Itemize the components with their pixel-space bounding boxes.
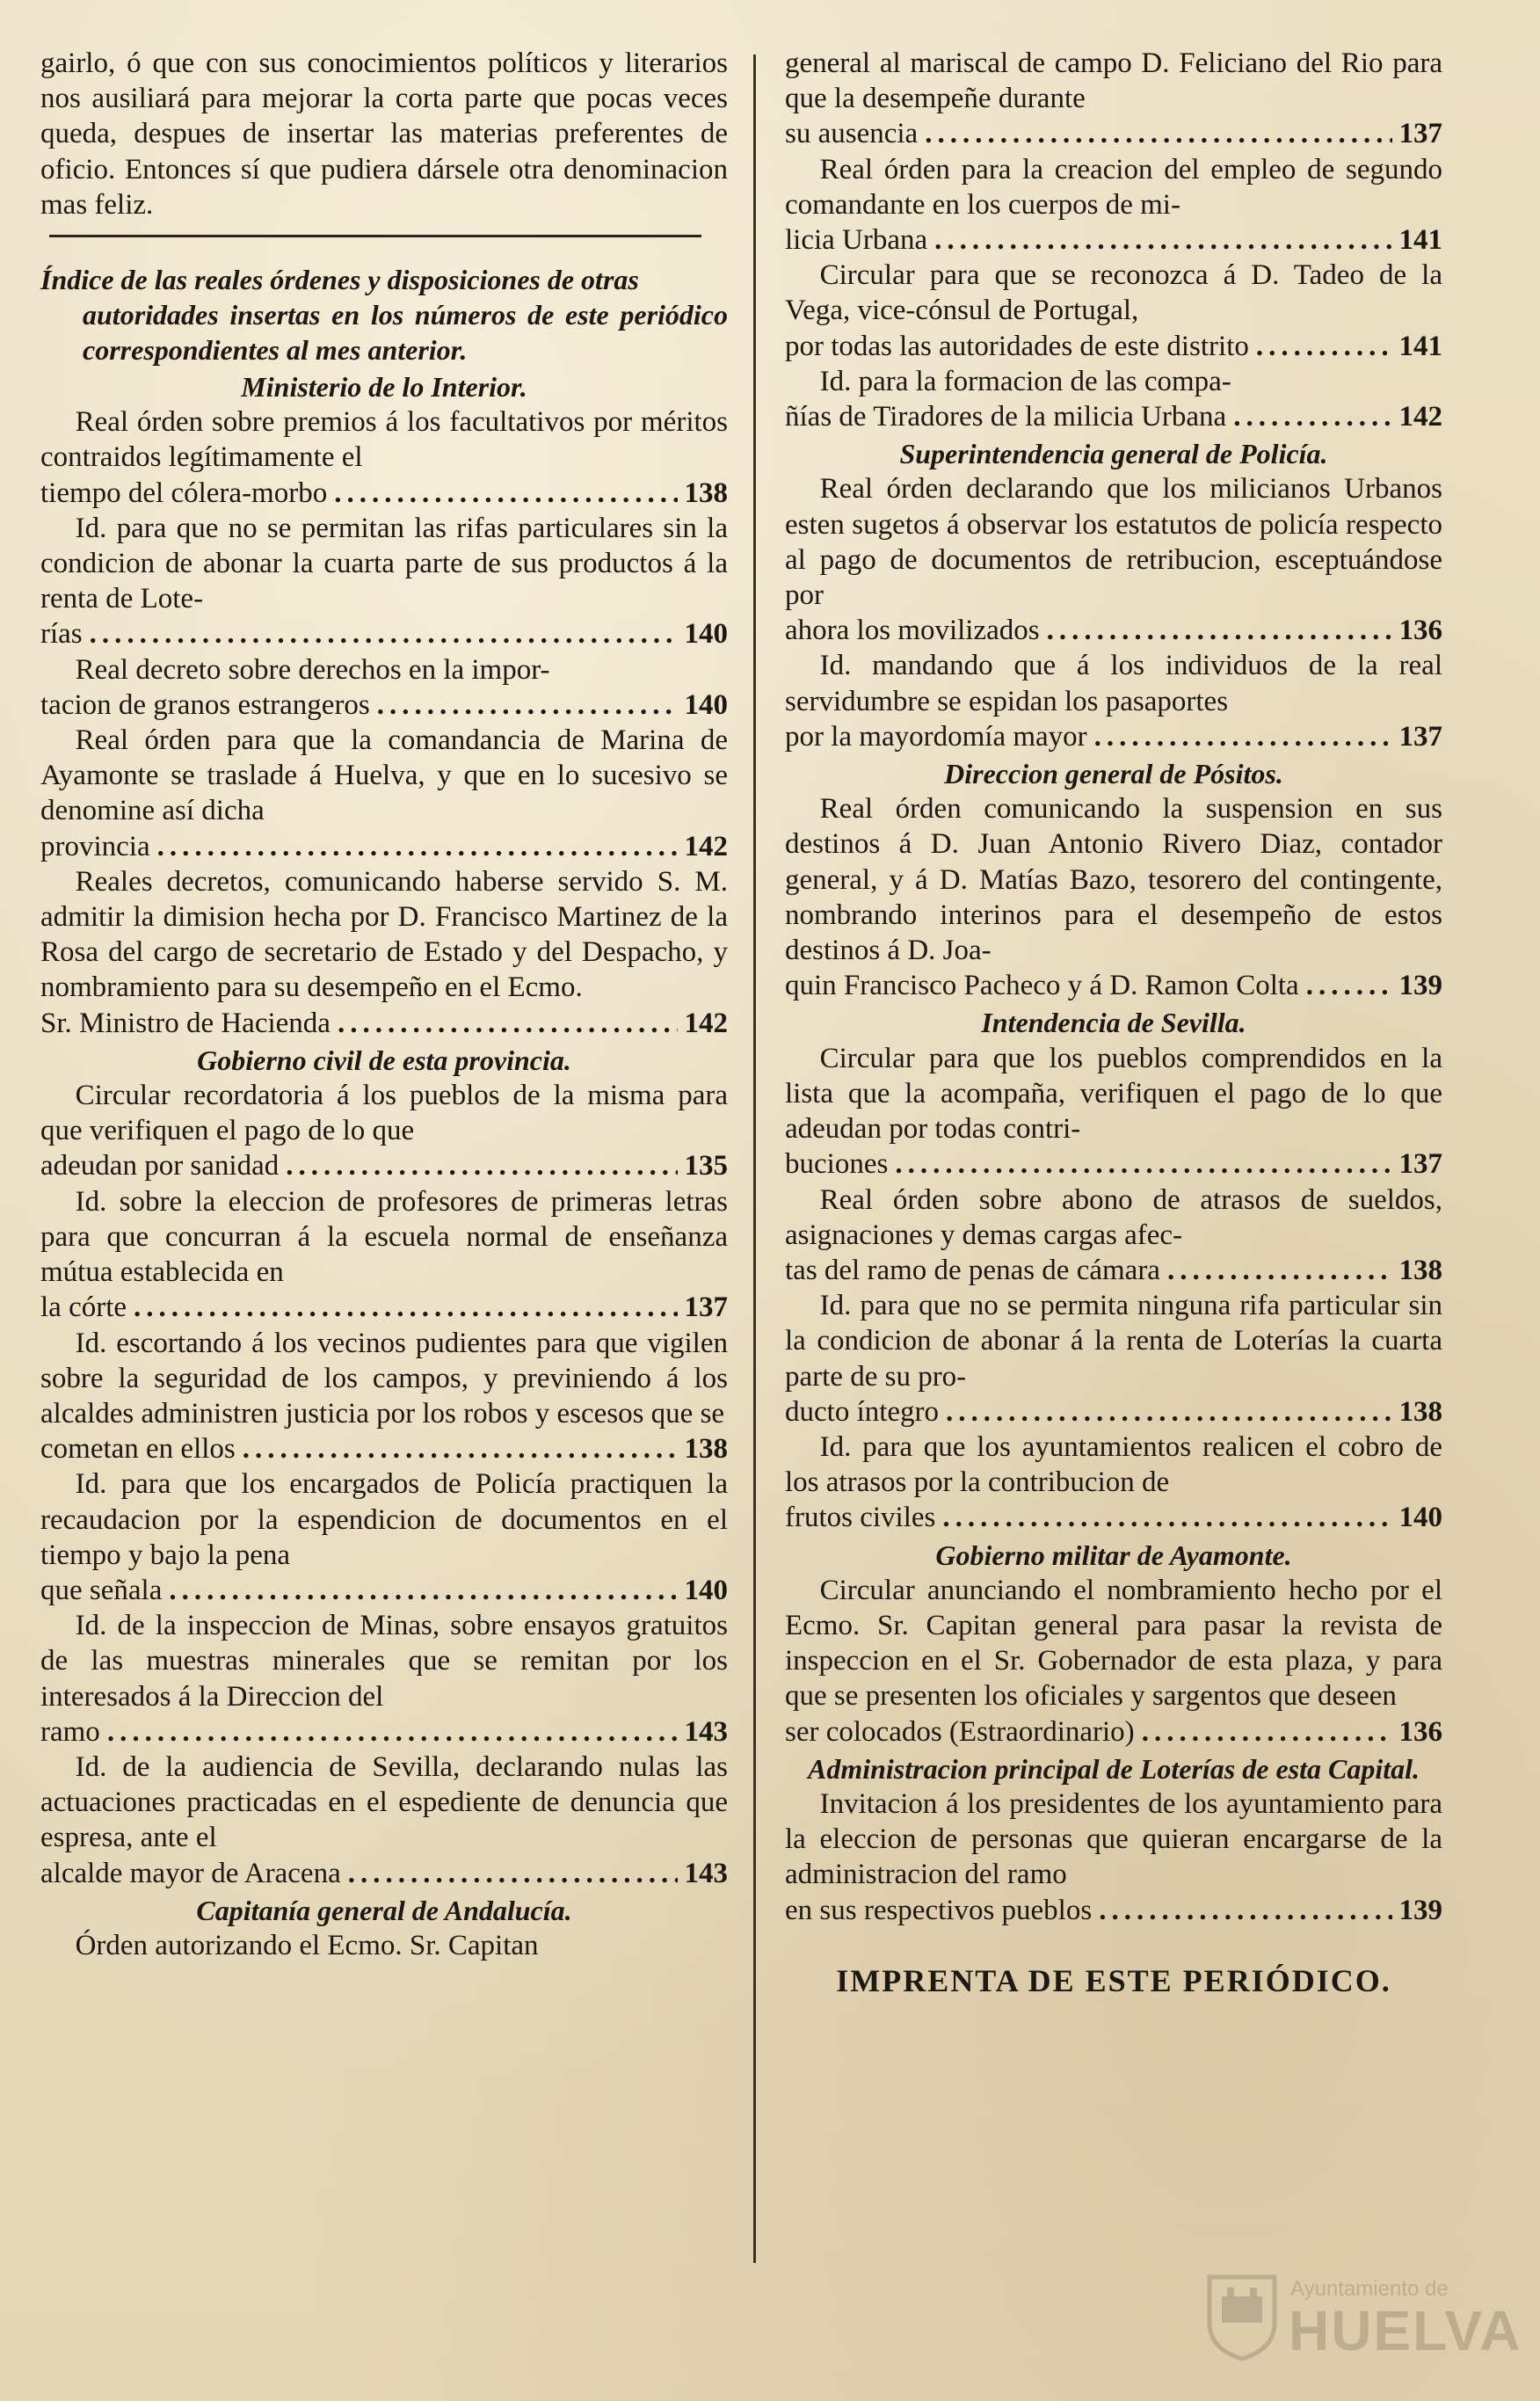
index-entry-last-line [785,399,1442,434]
index-entry [40,1078,728,1184]
index-entry-tail: tas del ramo de penas de cámara [785,1254,1160,1286]
index-entry-text: Id. para que no se permitan las rifas particulares sin la condicion de abonar la cuarta parte de sus productos á la renta de Lote- [40,512,728,615]
leader-dots [1256,329,1392,364]
index-title-line1: Índice de las reales órdenes y disposiciones de otras [40,264,639,296]
index-entry-text: Id. escortando á los vecinos pudientes para que vigilen sobre la seguridad de los campos, y previniendo á los alcaldes administren justicia por los robos y escesos que se [40,1327,728,1430]
index-entry [785,791,1442,1003]
leader-dots [1047,613,1392,648]
page-number: 137 [684,1291,728,1324]
page-number: 140 [684,1574,728,1606]
page-number: 138 [1398,1395,1442,1428]
ayuntamiento-watermark [1206,2268,1522,2374]
index-entry-last-line [40,1290,728,1325]
entries-ministerio-interior [40,404,728,1041]
index-title [40,262,728,367]
index-entry-last-line [40,829,728,864]
index-entry [40,1466,728,1608]
left-column [40,46,728,1963]
heading-intendencia-sevilla: Intendencia de Sevilla. [981,1007,1246,1039]
index-entry-text: Circular para que los pueblos comprendidos en la lista que la acompaña, verifiquen el pago de lo que adeudan por todas contri- [785,1042,1442,1146]
entries-administracion-loterias [785,1786,1442,1928]
index-entry-text: Real órden comunicando la suspension en sus destinos á D. Juan Antonio Rivero Diaz, contador general, y á D. Matías Bazo, tesorero del contingente, nombrando interinos para el desempeño de estos destinos á D. Joa- [785,793,1442,967]
leader-dots [1233,399,1391,434]
entries-intendencia-sevilla [785,1041,1442,1536]
leader-dots [1099,1893,1391,1928]
index-entry-text: Id. de la audiencia de Sevilla, declarando nulas las actuaciones practicadas en el espediente de denuncia que espresa, ante el [40,1750,728,1854]
index-entry-last-line [40,1714,728,1750]
index-entry [785,648,1442,754]
index-entry-text: Id. para la formacion de las compa- [819,365,1231,397]
index-entry [785,1573,1442,1750]
index-entry-last-line [40,1148,728,1183]
imprenta-footer: IMPRENTA DE ESTE PERIÓDICO. [836,1962,1391,1998]
entries-gobierno-militar [785,1573,1442,1750]
index-entry-text: Id. para que no se permita ninguna rifa particular sin la condicion de abonar á la renta de Loterías la cuarta parte de su pro- [785,1290,1442,1393]
page-number: 143 [684,1715,728,1748]
leader-dots [1167,1253,1392,1288]
index-entry [785,1182,1442,1289]
watermark-line1: Ayuntamiento de [1290,2277,1449,2301]
index-entry-text: Real órden sobre abono de atrasos de sueldos, asignaciones y demas cargas afec- [785,1183,1442,1251]
index-entry-last-line [40,1006,728,1041]
index-entry [40,1750,728,1891]
leader-dots [157,829,678,864]
index-entry [785,1041,1442,1182]
leader-dots [338,1006,678,1041]
page-number: 136 [1398,1715,1442,1748]
index-entry-text: Circular recordatoria á los pueblos de la misma para que verifiquen el pago de lo que [40,1080,728,1147]
index-entry-last-line [785,329,1442,364]
index-entry-tail: ser colocados (Estraordinario) [785,1715,1135,1748]
page-number: 135 [684,1150,728,1182]
heading-superintendencia-policia: Superintendencia general de Policía. [899,438,1328,470]
leader-dots [1306,968,1392,1003]
index-entry-text: Circular anunciando el nombramiento hecho por el Ecmo. Sr. Capitan general para pasar la revista de inspeccion en el Sr. Gobernador de esta plaza, y para que se presenten los oficiales y sargentos que deseen [785,1574,1442,1713]
watermark-line2: HUELVA [1289,2299,1522,2362]
index-entry-last-line [785,719,1442,754]
heading-gobierno-civil: Gobierno civil de esta provincia. [197,1044,571,1076]
page-number: 137 [1398,1148,1442,1181]
index-entry [40,723,728,864]
index-entry [785,258,1442,364]
index-entry-tail: cometan en ellos [40,1433,236,1466]
index-entry-tail: alcalde mayor de Aracena [40,1857,341,1889]
index-entry-tail: ramo [40,1715,100,1748]
page-number: 143 [684,1857,728,1889]
index-entry-tail: ducto íntegro [785,1395,940,1428]
leader-dots [925,116,1391,151]
leader-dots [348,1856,678,1891]
index-entry [785,1288,1442,1430]
index-entry-last-line [785,222,1442,258]
index-entry [785,471,1442,648]
entries-gobierno-civil [40,1078,728,1891]
index-entry-tail: ñías de Tiradores de la milicia Urbana [785,401,1227,433]
page-number: 142 [1398,401,1442,433]
entries-direccion-positos [785,791,1442,1003]
index-entry-last-line [785,1394,1442,1430]
index-entry-tail: licia Urbana [785,224,928,257]
page-number: 136 [1398,615,1442,647]
leader-dots [934,222,1391,258]
page-number: 139 [1398,1894,1442,1926]
index-entry-last-line [785,1146,1442,1182]
leader-dots [946,1394,1391,1430]
leader-dots [895,1146,1391,1182]
index-entry-text: Id. para que los encargados de Policía practiquen la recaudacion por la espendicion de documentos en el tiempo y bajo la pena [40,1468,728,1571]
column-divider [753,55,756,2263]
index-entry-tail: tiempo del cólera-morbo [40,477,328,509]
index-entry-tail: su ausencia [785,118,919,150]
index-entry-tail: por todas las autoridades de este distrito [785,330,1249,362]
entries-capitania-continued [785,46,1442,152]
heading-direccion-positos: Direccion general de Pósitos. [944,758,1283,790]
leader-dots [334,476,677,511]
index-entry-tail: por la mayordomía mayor [785,720,1087,753]
index-entry-text: Real decreto sobre derechos en la impor- [75,653,550,686]
index-entry [785,1786,1442,1928]
index-entry-text: Reales decretos, comunicando haberse servido S. M. admitir la dimision hecha por D. Francisco Martinez de la Rosa del cargo de secretario de Estado y del Despacho, y nombramiento para su desempeño en el Ecmo. [40,865,728,1004]
index-entry-text: Id. para que los ayuntamientos realicen el cobro de los atrasos por la contribucion de [785,1430,1442,1499]
index-entry [40,404,728,511]
index-entry-text: Real órden para la creacion del empleo de segundo comandante en los cuerpos de mi- [785,153,1442,221]
index-entry [785,1430,1442,1536]
page-number: 142 [684,1007,728,1039]
page-number: 142 [684,830,728,862]
index-entry-last-line [40,1573,728,1608]
index-entry-tail: provincia [40,830,150,862]
index-entry-tail: buciones [785,1148,889,1181]
leader-dots [1094,719,1392,754]
page-number: 140 [684,618,728,651]
index-entry [785,152,1442,258]
heading-administracion-loterias: Administracion principal de Loterías de esta Capital. [807,1752,1420,1785]
index-entry-last-line [785,1253,1442,1288]
index-entry-tail: frutos civiles [785,1502,936,1534]
intro-paragraph: gairlo, ó que con sus conocimientos políticos y literarios nos ausiliará para mejorar la corta parte que pocas veces queda, despues de insertar las materias preferentes de oficio. Entonces sí que pudiera dársele otra denominacion mas feliz. [40,47,728,221]
index-entry-last-line [785,1714,1442,1750]
index-entry-last-line [40,688,728,723]
index-entry [40,864,728,1041]
index-entry-tail: tacion de granos estrangeros [40,688,370,721]
index-entry [40,1326,728,1467]
entries-capitania-more [785,152,1442,435]
index-entry [40,652,728,723]
index-entry-tail: que señala [40,1574,163,1606]
index-entry-tail: adeudan por sanidad [40,1150,280,1182]
leader-dots [169,1573,677,1608]
page-number: 138 [684,477,728,509]
index-entry-tail: ahora los movilizados [785,615,1040,647]
index-entry-last-line [40,616,728,651]
index-entry-last-line [785,116,1442,151]
section-rule [49,235,701,237]
heading-capitania-general: Capitanía general de Andalucía. [196,1894,572,1926]
index-entry [785,46,1442,152]
index-entry-text: general al mariscal de campo D. Feliciano del Rio para que la desempeñe durante [785,47,1442,115]
index-entry [40,511,728,652]
right-column [785,46,1442,1998]
leader-dots [377,688,678,723]
index-entry-text: Real órden declarando que los milicianos Urbanos esten sugetos á observar los estatutos de policía respecto al pago de documentos de retribucion, esceptuándose por [785,473,1442,612]
shield-icon [1206,2274,1278,2361]
page-number: 140 [684,688,728,721]
page-number: 139 [1398,970,1442,1002]
index-entry-text: Invitacion á los presidentes de los ayuntamiento para la eleccion de personas que quieran encargarse de la administracion del ramo [785,1787,1442,1891]
leader-dots [1142,1714,1392,1750]
page-number: 137 [1398,118,1442,150]
index-entry-tail: en sus respectivos pueblos [785,1894,1093,1926]
index-entry-text: Real órden sobre premios á los facultativos por méritos contraidos legítimamente el [40,406,728,474]
heading-gobierno-militar: Gobierno militar de Ayamonte. [935,1539,1292,1571]
index-entry-text: Id. sobre la eleccion de profesores de primeras letras para que concurran á la escuela normal de enseñanza mútua establecida en [40,1185,728,1289]
index-entry [785,364,1442,434]
index-entry-last-line [785,968,1442,1003]
page-number: 138 [1398,1254,1442,1286]
index-entry-tail: quin Francisco Pacheco y á D. Ramon Colta [785,970,1299,1002]
heading-ministerio-interior: Ministerio de lo Interior. [241,371,527,404]
index-entry-text: Real órden para que la comandancia de Marina de Ayamonte se traslade á Huelva, y que en lo sucesivo se denomine así dicha [40,724,728,827]
index-entry-last-line [40,476,728,511]
leader-dots [942,1500,1391,1535]
index-entry-text: Id. mandando que á los individuos de la real servidumbre se espidan los pasaportes [785,650,1442,717]
leader-dots [286,1148,677,1183]
index-entry-text: Id. de la inspeccion de Minas, sobre ensayos gratuitos de las muestras minerales que se remitan por los interesados á la Direccion del [40,1610,728,1713]
index-entry-tail: la córte [40,1291,127,1324]
page-number: 141 [1398,330,1442,362]
page-number: 140 [1398,1502,1442,1534]
page-number: 141 [1398,224,1442,257]
leader-dots [134,1290,677,1325]
index-entry-last-line [785,1893,1442,1928]
page-number: 137 [1398,720,1442,753]
index-entry-last-line [785,613,1442,648]
page-number: 138 [684,1433,728,1466]
leader-dots [243,1431,678,1466]
index-entry-tail: rías [40,618,83,651]
index-entry-last-line [40,1431,728,1466]
index-entry-last-line [785,1500,1442,1535]
index-entry-tail: Sr. Ministro de Hacienda [40,1007,331,1039]
index-entry [40,1184,728,1326]
leader-dots [90,616,678,651]
index-entry [40,1608,728,1750]
entries-superintendencia-policia [785,471,1442,754]
index-title-line2: autoridades insertas en los números de este periódico correspondientes al mes anterior. [83,299,728,367]
index-entry-last-line [40,1856,728,1891]
leader-dots [107,1714,678,1750]
index-entry-text: Circular para que se reconozca á D. Tadeo de la Vega, vice-cónsul de Portugal, [785,259,1442,327]
capitania-entry-start: Órden autorizando el Ecmo. Sr. Capitan [75,1929,539,1961]
